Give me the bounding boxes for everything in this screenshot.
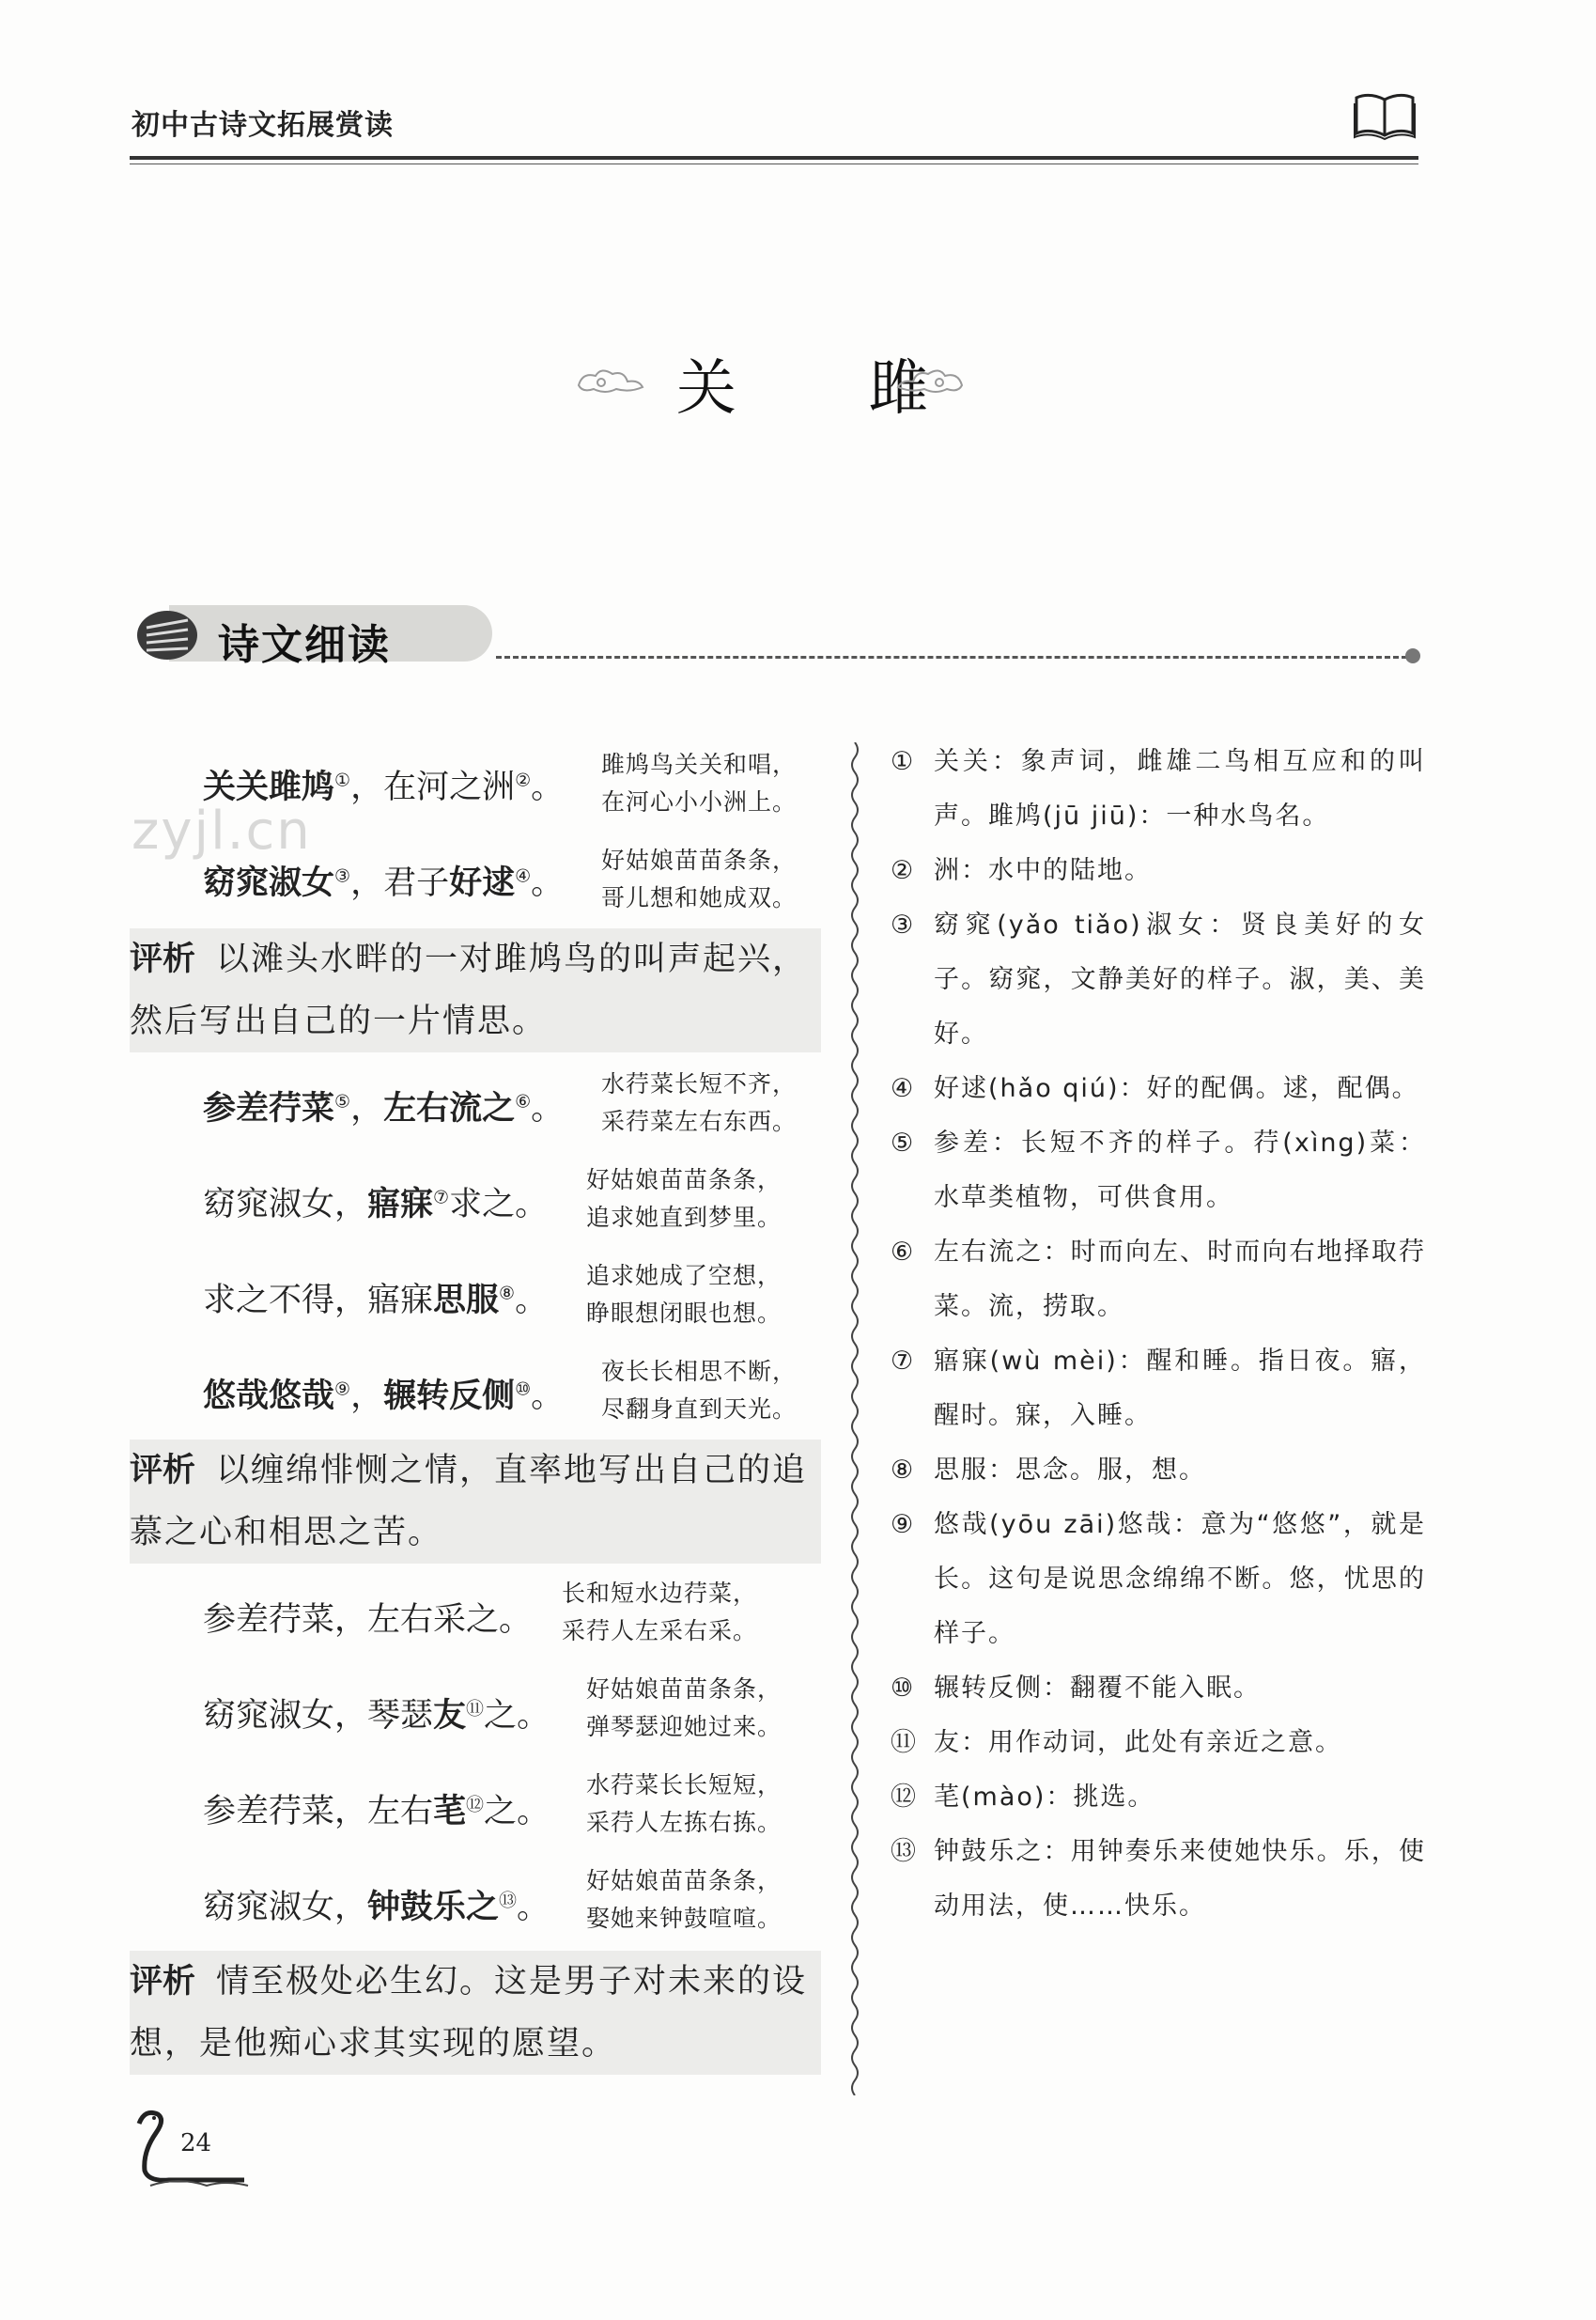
- poem-line: 窈窕淑女，钟鼓乐之⑬。: [203, 1889, 550, 1926]
- poem-line: 参差荇菜，左右采之。: [203, 1601, 533, 1639]
- annotation-note: ⑥ 左右流之：时而向左、时而向右地择取荇菜。流，捞取。: [891, 1238, 1426, 1321]
- annotation-list: [891, 735, 1426, 1934]
- analysis-block: 评析 情至极处必生幻。这是男子对未来的设想，是他痴心求其实现的愿望。: [130, 1951, 821, 2075]
- watermark: zyjl.cn: [132, 801, 312, 862]
- translation: 好姑娘苗苗条条， 追求她直到梦里。: [586, 1166, 783, 1231]
- annotation-note: ③ 窈窕(yǎo tiǎo)淑女：贤良美好的女子。窈窕，文静美好的样子。淑，美、美好。: [891, 911, 1426, 1049]
- poem-title: 关 雎: [676, 354, 985, 424]
- translation: 好姑娘苗苗条条， 娶她来钟鼓喧喧。: [586, 1867, 783, 1932]
- translation: 水荇菜长短不齐， 采荇菜左右东西。: [601, 1070, 798, 1135]
- poem-line: 窈窕淑女③，君子好逑④。: [203, 864, 565, 902]
- annotation-note: ⑪ 友：用作动词，此处有亲近之意。: [891, 1728, 1342, 1757]
- page-number: 24: [180, 2129, 212, 2157]
- translation: 夜长长相思不断， 尽翻身直到天光。: [601, 1358, 798, 1423]
- annotation-note: ⑤ 参差：长短不齐的样子。荇(xìng)菜：水草类植物，可供食用。: [891, 1129, 1426, 1212]
- poem-line: 参差荇菜，左右芼⑫之。: [203, 1793, 550, 1830]
- banner-dot: [1405, 648, 1420, 663]
- poem-line: 求之不得，寤寐思服⑧。: [203, 1282, 549, 1319]
- translation: 追求她成了空想， 睁眼想闭眼也想。: [586, 1262, 783, 1327]
- poem-line: 窈窕淑女，琴瑟友⑪之。: [203, 1697, 550, 1735]
- analysis-block: 评析 以缠绵悱恻之情，直率地写出自己的追慕之心和相思之苦。: [130, 1440, 821, 1564]
- annotation-note: ① 关关：象声词，雌雄二鸟相互应和的叫声。雎鸠(jū jiū)：一种水鸟名。: [891, 747, 1426, 831]
- book-stack-icon: [135, 609, 201, 662]
- section-banner: [132, 601, 492, 669]
- annotation-note: ⑩ 辗转反侧：翻覆不能入眠。: [891, 1674, 1261, 1703]
- section-label: 诗文细读: [218, 621, 391, 669]
- translation: 水荇菜长长短短， 采荇人左拣右拣。: [586, 1771, 783, 1836]
- annotation-note: ④ 好逑(hǎo qiú)：好的配偶。逑，配偶。: [891, 1074, 1419, 1103]
- annotation-note: ⑧ 思服：思念。服，想。: [891, 1456, 1206, 1485]
- translation: 好姑娘苗苗条条， 哥儿想和她成双。: [601, 847, 798, 911]
- banner-dashed-line: [496, 656, 1407, 659]
- cloud-ornament-right-icon: [892, 365, 968, 398]
- annotation-note: ⑦ 寤寐(wù mèi)：醒和睡。指日夜。寤，醒时。寐，入睡。: [891, 1347, 1426, 1430]
- analysis-block: 评析 以滩头水畔的一对雎鸠鸟的叫声起兴，然后写出自己的一片情思。: [130, 928, 821, 1052]
- column-divider: [845, 742, 864, 2095]
- translation: 长和短水边荇菜， 采荇人左采右采。: [562, 1580, 758, 1644]
- poem-line: 关关雎鸠①，在河之洲②。: [203, 769, 565, 806]
- annotation-note: ② 洲：水中的陆地。: [891, 856, 1152, 885]
- annotation-note: ⑬ 钟鼓乐之：用钟奏乐来使她快乐。乐，使动用法，使……快乐。: [891, 1837, 1426, 1921]
- header-rule-thin: [130, 163, 1418, 164]
- translation: 雎鸠鸟关关和唱， 在河心小小洲上。: [601, 751, 798, 816]
- book-title: 初中古诗文拓展赏读: [132, 109, 394, 142]
- poem-line: 参差荇菜⑤，左右流之⑥。: [203, 1090, 565, 1128]
- translation: 好姑娘苗苗条条， 弹琴瑟迎她过来。: [586, 1675, 783, 1740]
- open-book-icon: [1353, 90, 1417, 141]
- annotation-note: ⑨ 悠哉(yōu zāi)悠哉：意为“悠悠”，就是长。这句是说思念绵绵不断。悠，忧思的样子。: [891, 1510, 1426, 1648]
- cloud-ornament-left-icon: [573, 365, 648, 398]
- header-rule: [130, 156, 1418, 160]
- annotation-note: ⑫ 芼(mào)：挑选。: [891, 1783, 1155, 1812]
- poem-line: 悠哉悠哉⑨，辗转反侧⑩。: [203, 1378, 565, 1415]
- poem-line: 窈窕淑女，寤寐⑦求之。: [203, 1186, 549, 1223]
